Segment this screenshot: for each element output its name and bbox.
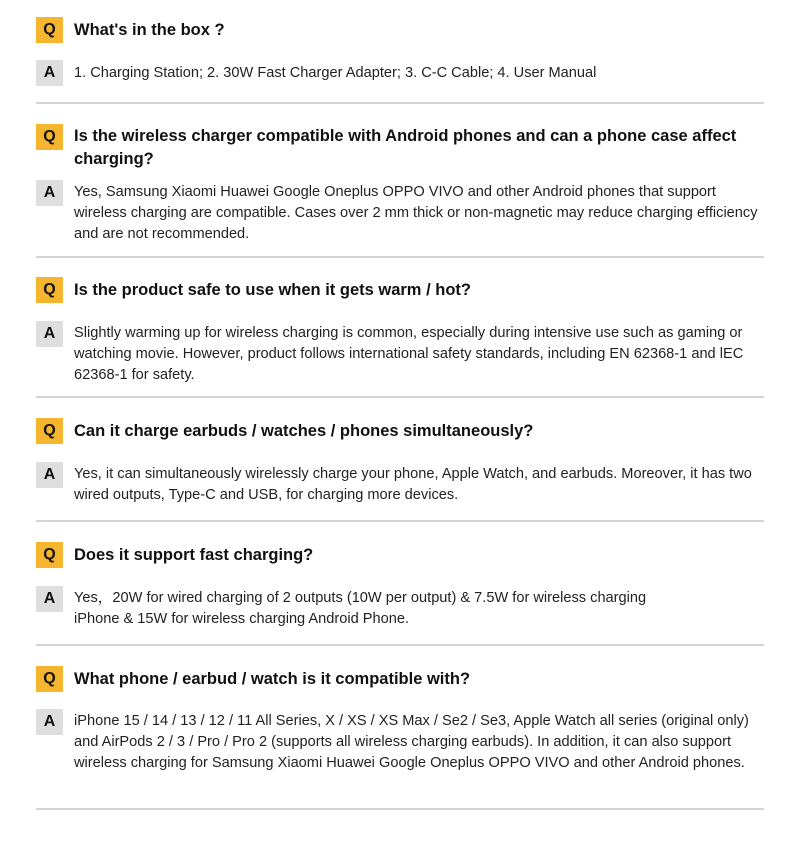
question-text: What phone / earbud / watch is it compatible with? — [74, 670, 471, 688]
faq-question-row — [36, 665, 764, 693]
answer-text: Yes, it can simultaneously wirelessly charge your phone, Apple Watch, and earbuds. Moreover, it has two wired outputs, Type-C and USB, for charging more devices. — [74, 466, 752, 503]
faq-question-row — [36, 417, 764, 445]
faq-divider — [36, 102, 764, 104]
faq-answer-row — [36, 320, 764, 386]
question-badge: Q — [36, 666, 63, 692]
faq-divider — [36, 520, 764, 522]
question-badge: Q — [36, 277, 63, 303]
question-text: Is the wireless charger compatible with Android phones and can a phone case affect charging? — [74, 127, 737, 168]
faq-answer-row — [36, 585, 764, 631]
answer-badge: A — [36, 321, 63, 347]
question-badge: Q — [36, 418, 63, 444]
faq-divider — [36, 256, 764, 258]
faq-answer-row — [36, 708, 764, 796]
faq-divider — [36, 808, 764, 810]
faq-question-row — [36, 123, 764, 171]
answer-text: 1. Charging Station; 2. 30W Fast Charger Adapter; 3. C-C Cable; 4. User Manual — [74, 65, 597, 81]
faq-question-row — [36, 16, 764, 44]
question-text: Is the product safe to use when it gets warm / hot? — [74, 281, 471, 299]
question-text: Can it charge earbuds / watches / phones simultaneously? — [74, 422, 534, 440]
answer-badge: A — [36, 709, 63, 735]
answer-text: iPhone 15 / 14 / 13 / 12 / 11 All Series, X / XS / XS Max / Se2 / Se3, Apple Watch all series (original only) and AirPods 2 / 3 / Pro / Pro 2 (supports all wireless charging earbuds). In addition, it can also support wireless charging for Samsung Xiaomi Huawei Google Oneplus OPPO VIVO and other Android phones. — [74, 713, 749, 771]
faq-divider — [36, 396, 764, 398]
faq-divider — [36, 644, 764, 646]
answer-text: Slightly warming up for wireless charging is common, especially during intensive use such as gaming or watching movie. However, product follows international safety standards, including EN 62368-1 and lEC 62368-1 for safety. — [74, 325, 744, 383]
question-badge: Q — [36, 17, 63, 43]
answer-badge: A — [36, 180, 63, 206]
faq-question-row — [36, 541, 764, 569]
answer-badge: A — [36, 60, 63, 86]
answer-text: Yes，20W for wired charging of 2 outputs (10W per output) & 7.5W for wireless charging iPhone & 15W for wireless charging Android Phone. — [74, 590, 647, 627]
faq-answer-row — [36, 60, 764, 88]
faq-question-row — [36, 276, 764, 304]
faq-answer-row — [36, 461, 764, 507]
answer-text: Yes, Samsung Xiaomi Huawei Google Oneplus OPPO VIVO and other Android phones that support wireless charging are compatible. Cases over 2 mm thick or non-magnetic may reduce charging efficiency and are not recommended. — [74, 184, 758, 242]
answer-badge: A — [36, 586, 63, 612]
question-badge: Q — [36, 124, 63, 150]
question-text: What's in the box ? — [74, 21, 225, 39]
question-badge: Q — [36, 542, 63, 568]
faq-answer-row — [36, 179, 764, 245]
answer-badge: A — [36, 462, 63, 488]
question-text: Does it support fast charging? — [74, 546, 314, 564]
